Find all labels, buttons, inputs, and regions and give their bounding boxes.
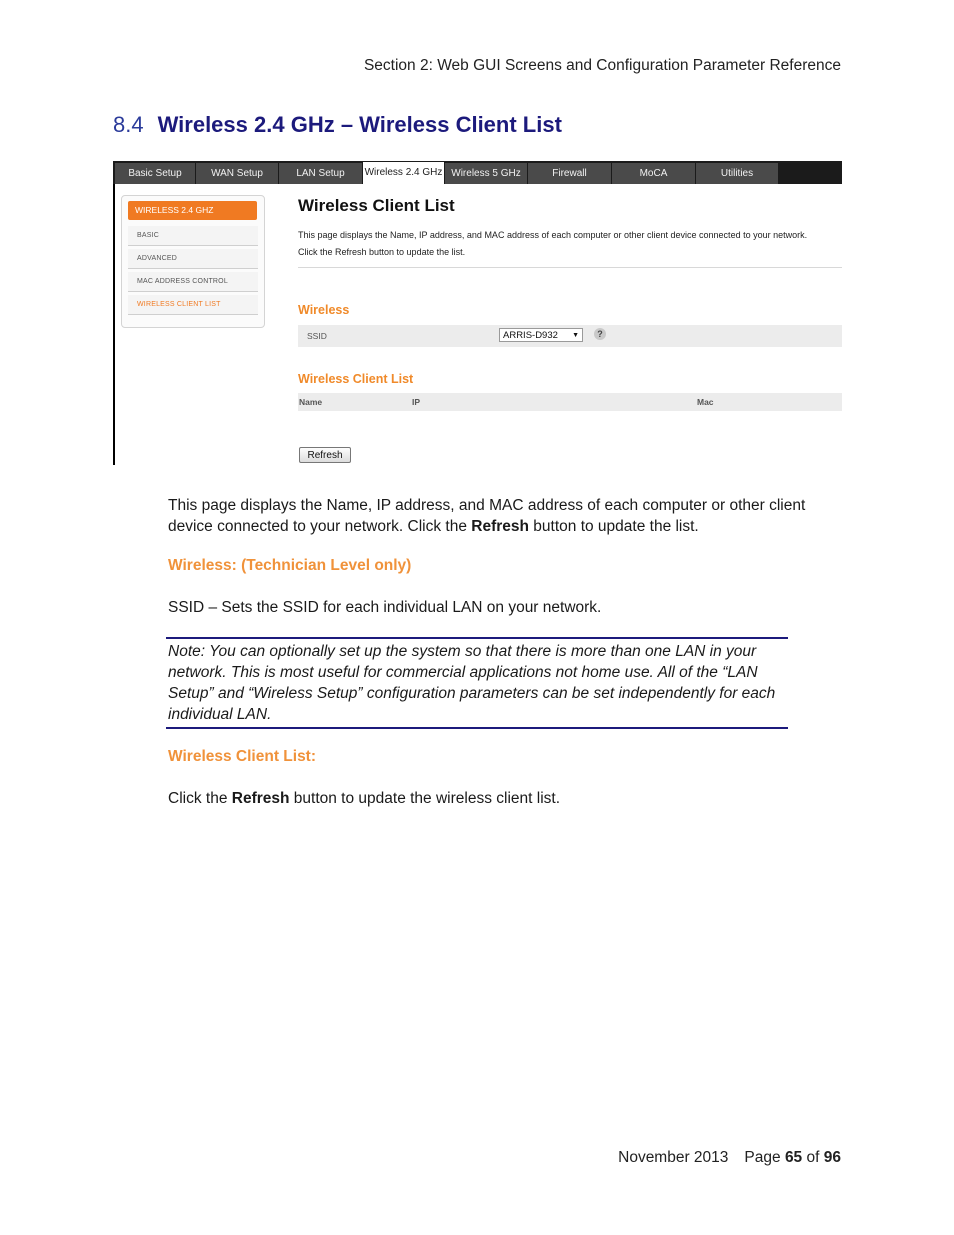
subheading-wireless: Wireless: (Technician Level only) <box>168 557 412 574</box>
sidebar-item-wireless-client-list[interactable]: WIRELESS CLIENT LIST <box>128 295 258 315</box>
column-ip: IP <box>412 397 421 407</box>
running-header: Section 2: Web GUI Screens and Configuration Parameter Reference <box>363 57 841 74</box>
intro-paragraph <box>168 495 828 537</box>
client-text-bold: Refresh <box>231 790 290 807</box>
sidebar-item-advanced[interactable]: ADVANCED <box>128 249 258 269</box>
intro-text-b: button to update the list. <box>528 518 699 535</box>
tab-firewall[interactable]: Firewall <box>528 163 612 184</box>
tab-wireless-2-4[interactable]: Wireless 2.4 GHz <box>363 162 445 184</box>
intro-text-a: This page displays the Name, IP address, and MAC address of each computer or other client device connected to your network. Click the <box>168 497 806 535</box>
description-line-1: This page displays the Name, IP address, and MAC address of each computer or other client device connected to your network. <box>298 230 808 240</box>
sidebar-nav <box>121 195 265 328</box>
section-number: 8.4 <box>113 112 144 137</box>
note-text: Note: You can optionally set up the system so that there is more than one LAN in your network. This is most useful for commercial applications not home use. All of the “LAN Setup” and “Wireless Setup” configuration parameters can be set independently for each individual LAN. <box>168 643 776 723</box>
ssid-value: ARRIS-D932 <box>503 330 558 341</box>
section-heading <box>113 112 562 138</box>
tab-basic-setup[interactable]: Basic Setup <box>115 163 196 184</box>
client-list-header-row <box>298 393 842 411</box>
tab-moca[interactable]: MoCA <box>612 163 696 184</box>
refresh-button[interactable]: Refresh <box>299 447 351 463</box>
page-title: Wireless Client List <box>298 196 455 215</box>
footer-of-word: of <box>806 1149 820 1166</box>
wireless-section-title: Wireless <box>298 303 350 317</box>
note-box <box>166 637 788 729</box>
screenshot-border <box>113 184 115 465</box>
tab-utilities[interactable]: Utilities <box>696 163 779 184</box>
sidebar-header: WIRELESS 2.4 GHZ <box>128 201 257 220</box>
section-title: Wireless 2.4 GHz – Wireless Client List <box>157 112 562 137</box>
column-mac: Mac <box>697 397 714 407</box>
sidebar-item-mac-address-control[interactable]: MAC ADDRESS CONTROL <box>128 272 258 292</box>
page-description <box>298 227 838 260</box>
client-text-b: button to update the wireless client list. <box>289 790 561 807</box>
intro-text-bold: Refresh <box>471 518 529 535</box>
ssid-label: SSID <box>307 331 327 341</box>
tab-lan-setup[interactable]: LAN Setup <box>279 163 363 184</box>
ssid-select[interactable] <box>499 328 583 342</box>
tab-wan-setup[interactable]: WAN Setup <box>196 163 279 184</box>
client-list-paragraph <box>168 788 828 809</box>
tab-bar <box>113 161 842 184</box>
client-list-section-title: Wireless Client List <box>298 372 414 386</box>
sidebar-item-basic[interactable]: BASIC <box>128 226 258 246</box>
divider <box>298 267 842 268</box>
footer-date: November 2013 <box>618 1149 729 1166</box>
page-footer <box>618 1149 841 1167</box>
description-line-2: Click the Refresh button to update the list. <box>298 246 466 257</box>
dropdown-arrow-icon: ▼ <box>572 332 579 339</box>
tab-wireless-5[interactable]: Wireless 5 GHz <box>445 163 528 184</box>
footer-page-number: 65 <box>784 1149 803 1166</box>
client-text-a: Click the <box>168 790 232 807</box>
gui-screenshot <box>113 161 842 465</box>
help-icon[interactable]: ? <box>594 328 606 340</box>
column-name: Name <box>299 397 323 407</box>
subheading-client-list: Wireless Client List: <box>168 748 317 765</box>
footer-page-total: 96 <box>823 1149 841 1166</box>
footer-page-word: Page <box>744 1149 781 1166</box>
ssid-description: SSID – Sets the SSID for each individual LAN on your network. <box>168 599 602 616</box>
